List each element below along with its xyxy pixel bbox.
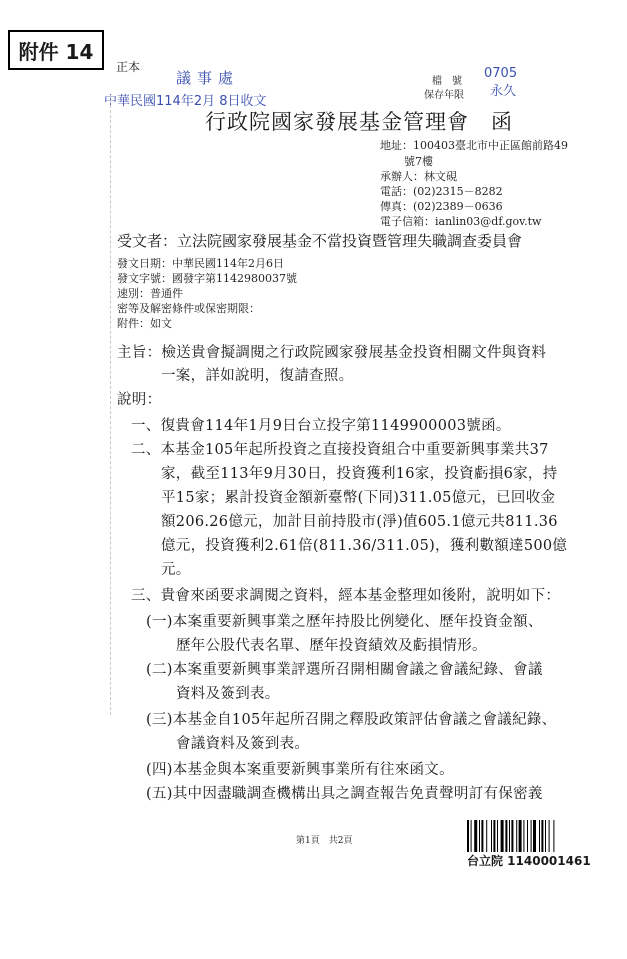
barcode-bar (501, 820, 504, 852)
barcode-text: 台立院 1140001461 (467, 854, 591, 868)
barcode-bar (509, 820, 510, 852)
received-stamp-date: 中華民國114年2月 8日收文 (104, 94, 267, 109)
contact-phone: 電話：(02)2315－8282 (380, 185, 503, 198)
barcode-bar (471, 820, 472, 852)
page-footer: 第1頁 共2頁 (296, 836, 353, 846)
sub-item-5: (五)其中因盡職調查機構出具之調查報告免責聲明訂有保密義 (146, 786, 543, 802)
barcode-bar (523, 820, 524, 852)
barcode-bar (541, 820, 543, 852)
barcode-bar (505, 820, 507, 852)
contact-address-2: 號7樓 (404, 155, 433, 168)
item-2-line-6: 元。 (161, 562, 191, 578)
document-title: 行政院國家發展基金管理會 函 (205, 110, 513, 134)
sub-item-4: (四)本基金與本案重要新興事業所有往來函文。 (146, 762, 454, 778)
contact-officer: 承辦人：林文硯 (380, 170, 457, 183)
copy-type: 正本 (116, 60, 141, 74)
security-level: 密等及解密條件或保密期限： (117, 302, 260, 315)
item-2-line-4: 額206.26億元，加計目前持股市(淨)值605.1億元共811.36 (161, 514, 558, 530)
explain-label: 說明： (117, 392, 162, 408)
subject-line-1: 主旨：檢送貴會擬調閱之行政院國家發展基金投資相關文件與資料 (117, 345, 547, 361)
item-2-line-2: 家，截至113年9月30日，投資獲利16家，投資虧損6家，持 (161, 466, 558, 482)
received-stamp-office: 議事處 (176, 69, 240, 87)
subject-line-2: 一案，詳如說明，復請查照。 (161, 368, 354, 384)
barcode-bar (491, 820, 492, 852)
attachments: 附件：如文 (117, 317, 172, 330)
contact-address: 地址：100403臺北市中正區館前路49 (380, 139, 568, 152)
barcode-bar (533, 820, 536, 852)
sub-item-3-line-2: 會議資料及簽到表。 (176, 736, 310, 752)
retention-value: 永久 (490, 84, 517, 99)
barcode-bar (481, 820, 483, 852)
barcode-image (467, 820, 585, 852)
delivery-speed: 速別：普通件 (117, 287, 183, 300)
item-1: 一、復貴會114年1月9日台立投字第1149900003號函。 (131, 418, 511, 434)
barcode-bar (539, 820, 540, 852)
item-2-line-5: 億元，投資獲利2.61倍(811.36/311.05)，獲利數額達500億 (161, 538, 568, 554)
sub-item-1-line-1: (一)本案重要新興事業之歷年持股比例變化、歷年投資金額、 (146, 614, 543, 630)
attachment-label: 附件 14 (8, 30, 104, 70)
item-2-line-1: 二、本基金105年起所投資之直接投資組合中重要新興事業共37 (131, 442, 549, 458)
contact-fax: 傳真：(02)2389－0636 (380, 200, 503, 213)
margin-line (110, 95, 111, 715)
recipient: 受文者：立法院國家發展基金不當投資暨管理失職調查委員會 (117, 232, 523, 250)
barcode-bar (519, 820, 522, 852)
barcode-bar (467, 820, 469, 852)
sub-item-1-line-2: 歷年公股代表名單、歷年投資績效及虧損情形。 (176, 638, 487, 654)
barcode-bar (479, 820, 480, 852)
barcode-bar (497, 820, 498, 852)
contact-email: 電子信箱：ianlin03@df.gov.tw (380, 215, 542, 228)
sub-item-3-line-1: (三)本基金自105年起所召開之釋股政策評估會議之會議紀錄、 (146, 712, 557, 728)
barcode-bar (493, 820, 495, 852)
sub-item-2-line-1: (二)本案重要新興事業評選所召開相關會議之會議紀錄、會議 (146, 662, 543, 678)
barcode-bar (511, 820, 513, 852)
barcode-bar (553, 820, 554, 852)
barcode-bar (516, 820, 517, 852)
barcode-bar (545, 820, 546, 852)
item-2-line-3: 平15家；累計投資金額新臺幣(下同)311.05億元，已回收金 (161, 490, 556, 506)
barcode-bar (527, 820, 528, 852)
barcode-bar (486, 820, 487, 852)
barcode-bar (531, 820, 532, 852)
doc-number: 發文字號：國發字第1142980037號 (117, 272, 297, 285)
file-no-label: 檔 號 (432, 76, 462, 87)
sub-item-2-line-2: 資料及簽到表。 (176, 686, 280, 702)
barcode-bar (474, 820, 477, 852)
barcode-bar (549, 820, 550, 852)
retention-label: 保存年限 (424, 90, 464, 101)
issue-date: 發文日期：中華民國114年2月6日 (117, 257, 284, 270)
file-no: 0705 (484, 66, 518, 81)
item-3: 三、貴會來函要求調閱之資料，經本基金整理如後附，說明如下： (131, 588, 561, 604)
